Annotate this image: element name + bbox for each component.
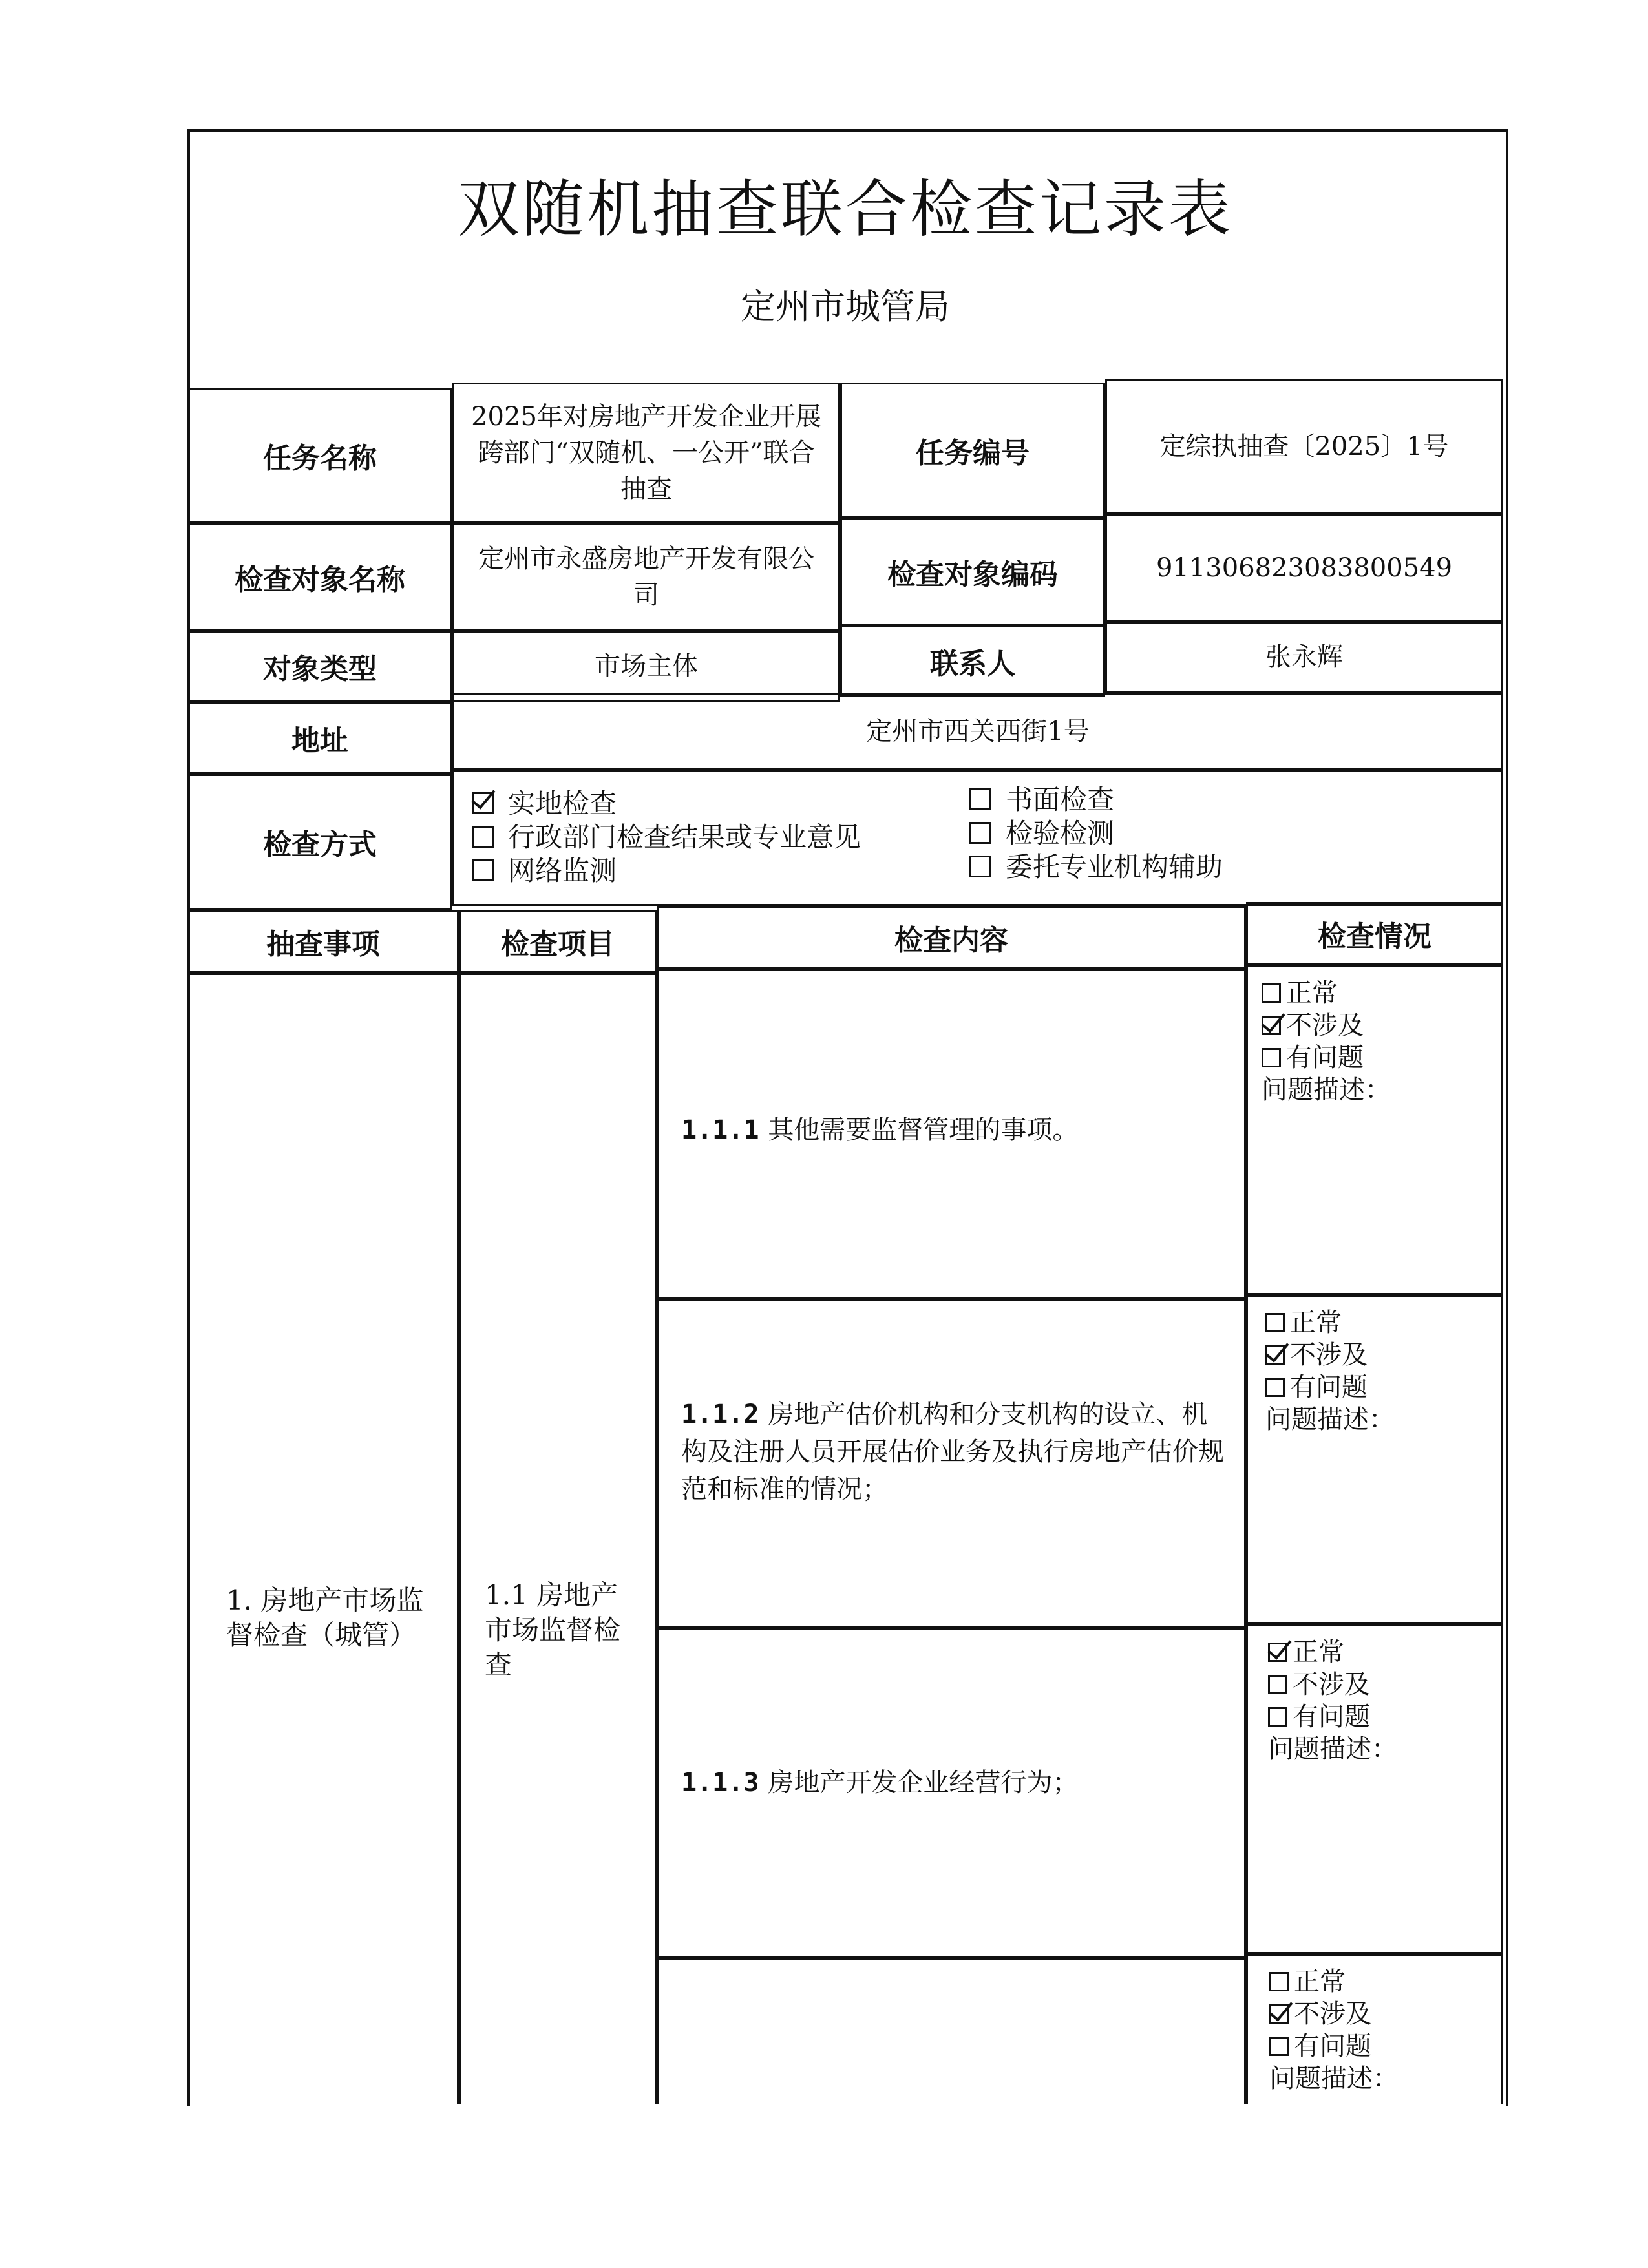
method-label: 检查方式	[187, 774, 452, 910]
target-type-label: 对象类型	[187, 631, 452, 702]
checkbox-checked-icon[interactable]	[1262, 1016, 1281, 1035]
checkbox-icon[interactable]	[1268, 1707, 1287, 1727]
agency-name: 定州市城管局	[741, 286, 950, 327]
checkbox-icon[interactable]	[1269, 2037, 1289, 2056]
method-option[interactable]: 书面检查	[969, 783, 1223, 817]
checkbox-icon[interactable]	[969, 788, 991, 810]
target-code-label: 检查对象编码	[840, 518, 1105, 625]
task-number-label: 任务编号	[840, 383, 1105, 518]
checkbox-checked-icon[interactable]	[1268, 1643, 1287, 1662]
matter-text: 1. 房地产市场监督检查（城管）	[226, 1584, 424, 1651]
item-text: 1.1 房地产市场监督检查	[485, 1579, 621, 1681]
contact-label: 联系人	[840, 625, 1105, 697]
checkbox-checked-icon[interactable]	[1269, 2004, 1289, 2024]
method-options-right	[969, 783, 1223, 884]
target-name-value: 定州市永盛房地产开发有限公司	[452, 523, 840, 631]
address-value: 定州市西关西街1号	[452, 693, 1503, 770]
checkbox-checked-icon[interactable]	[472, 792, 494, 814]
col-header-result: 检查情况	[1246, 902, 1503, 965]
target-name-label: 检查对象名称	[187, 523, 452, 631]
checkbox-checked-icon[interactable]	[1265, 1345, 1285, 1365]
task-number-value: 定综执抽查〔2025〕1号	[1105, 379, 1503, 514]
content-text-2: 1.1.2 房地产估价机构和分支机构的设立、机构及注册人员开展估价业务及执行房地产估价规范和标准的情况；	[681, 1400, 1224, 1504]
target-type-value: 市场主体	[452, 631, 840, 702]
content-text-3: 1.1.3 房地产开发企业经营行为；	[681, 1768, 1079, 1798]
method-option[interactable]: 检验检测	[969, 817, 1223, 850]
col-header-item: 检查项目	[459, 910, 657, 973]
method-option[interactable]: 委托专业机构辅助	[969, 850, 1223, 884]
task-name-label: 任务名称	[187, 388, 452, 523]
status-group-1: 正常 不涉及 有问题 问题描述：	[1262, 978, 1391, 1105]
target-code-value: 91130682308380054​9	[1105, 514, 1503, 622]
checkbox-icon[interactable]	[472, 859, 494, 881]
task-name-value: 2025年对房地产开发企业开展跨部门“双随机、一公开”联合抽查	[452, 383, 840, 523]
matter-cell	[187, 973, 459, 2104]
method-options-left	[472, 787, 861, 888]
contact-value: 张永辉	[1105, 622, 1503, 693]
checkbox-icon[interactable]	[1262, 983, 1281, 1003]
checkbox-icon[interactable]	[969, 822, 991, 844]
checkbox-icon[interactable]	[1265, 1378, 1285, 1397]
method-option[interactable]: 网络监测	[472, 854, 861, 888]
checkbox-icon[interactable]	[1265, 1313, 1285, 1332]
checkbox-icon[interactable]	[969, 856, 991, 877]
item-cell	[459, 973, 657, 2104]
content-row-4	[657, 1958, 1246, 2104]
content-text-1: 1.1.1 其他需要监督管理的事项。	[681, 1115, 1079, 1145]
status-group-2: 正常 不涉及 有问题 问题描述：	[1265, 1308, 1395, 1434]
form-title: 双随机抽查联合检查记录表	[458, 173, 1233, 246]
inspection-record-sheet	[187, 129, 1506, 2106]
checkbox-icon[interactable]	[1269, 1972, 1289, 1991]
status-group-4: 正常 不涉及 有问题 问题描述：	[1269, 1967, 1399, 2094]
address-label: 地址	[187, 702, 452, 774]
col-header-matter: 抽查事项	[187, 910, 459, 973]
checkbox-icon[interactable]	[1268, 1675, 1287, 1694]
method-option[interactable]: 实地检查	[472, 787, 861, 821]
status-group-3: 正常 不涉及 有问题 问题描述：	[1268, 1637, 1397, 1764]
checkbox-icon[interactable]	[1262, 1048, 1281, 1067]
method-option[interactable]: 行政部门检查结果或专业意见	[472, 821, 861, 854]
checkbox-icon[interactable]	[472, 826, 494, 848]
col-header-content: 检查内容	[657, 906, 1246, 969]
